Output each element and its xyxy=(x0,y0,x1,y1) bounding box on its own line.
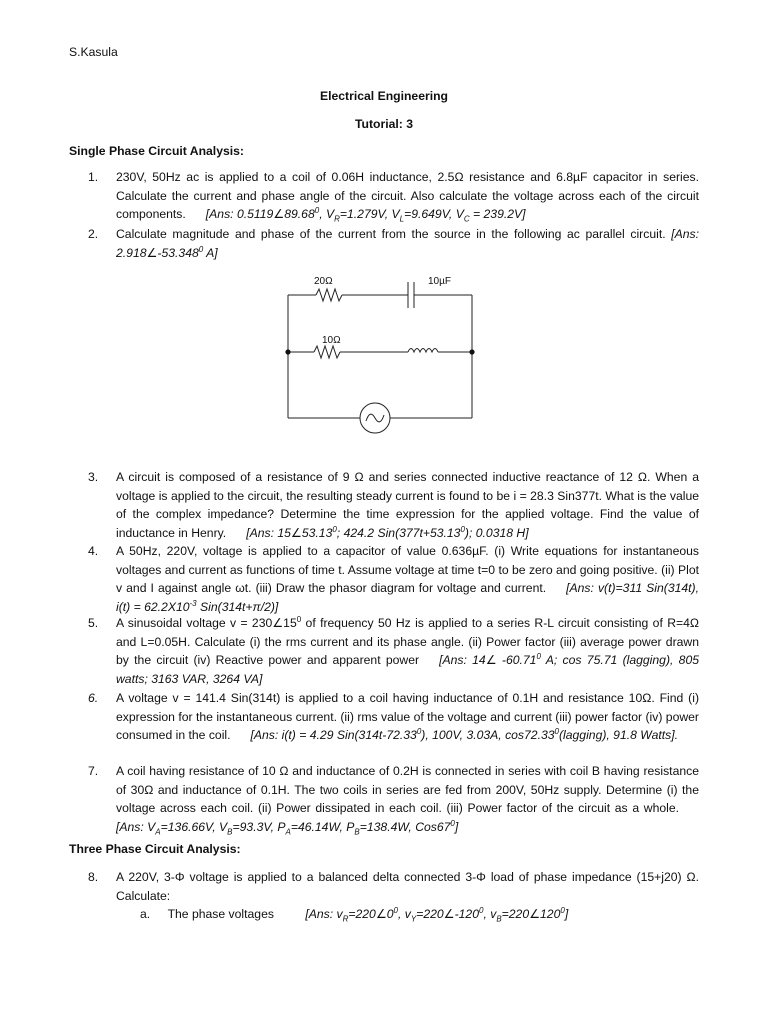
question-number: 1. xyxy=(88,170,99,184)
question-4 xyxy=(88,542,699,616)
question-3 xyxy=(88,468,699,542)
question-2 xyxy=(88,225,699,262)
answer: [Ans: 15∠53.13$^0$; 424.2 $Sin(377t+53.13^0)$; 0.0318 H] xyxy=(246,524,529,540)
tutorial-number: Tutorial: 3 xyxy=(354,117,413,131)
resistor-10-ohm xyxy=(314,346,340,358)
question-text: A voltage v = 141.4 Sin(314t) is applied to a coil having inductance of 0.1H and resistance 10Ω. Find (i) expression for the instantaneous current. (ii) rms value of the voltage and current (iii) power factor (iv) power consumed in the coil. xyxy=(116,691,699,743)
question-number: 8. xyxy=(88,870,99,884)
question-number: 5. xyxy=(88,616,99,630)
question-number: 6. xyxy=(88,691,99,705)
answer: [Ans: 2.918∠-53.348$^0$ A] xyxy=(116,227,699,260)
answer: [Ans: 14∠ -60.71$^0$ A; cos 75.71 (lagging), 805 watts; 3163 VAR, 3264 VA] xyxy=(116,652,700,686)
answer: [Ans: 0.5119∠89.68$^0$, $V_R=1.279V$, $V_L=9.649V$, $V_C = 239.2V$] xyxy=(205,206,526,224)
question-text: 230V, 50Hz ac is applied to a coil of 0.06H inductance, 2.5Ω resistance and 6.8µF capacitor in series. Calculate the current and phase angle of the circuit. Also calculate the voltage across each of the circuit components. xyxy=(116,170,699,222)
question-text: A 220V, 3-Φ voltage is applied to a balanced delta connected 3-Φ load of phase impedance (15+j20) Ω. Calculate: xyxy=(116,870,699,903)
question-number: 7. xyxy=(88,764,99,778)
author-name: S.Kasula xyxy=(69,45,118,59)
r2-label: 10Ω xyxy=(322,335,341,346)
junction-right xyxy=(469,349,474,354)
r1-label: 20Ω xyxy=(314,276,333,287)
question-text: A coil having resistance of 10 Ω and inductance of 0.2H is connected in series with coil B having resistance of 30Ω and inductance of 0.1H. The two coils in series are fed from 200V, 50Hz supply. Determine (i) the voltage across each coil. (ii) Power dissipated in each coil. (iii) Power factor of the circuit as a whole. xyxy=(116,764,699,816)
question-1 xyxy=(88,168,699,224)
section-heading-three-phase: Three Phase Circuit Analysis: xyxy=(69,842,241,856)
question-text: A 50Hz, 220V, voltage is applied to a capacitor of value 0.636µF. (i) Write equations for instantaneous voltages and current as functions of time t. Assume voltage at time t=0 to be zero and going positive. (ii) Plot v and I against angle ωt. (iii) Draw the phasor diagram for voltage and current. xyxy=(116,544,699,596)
question-8a xyxy=(140,905,568,924)
question-text: Calculate magnitude and phase of the current from the source in the following ac parallel circuit. xyxy=(116,227,666,241)
question-number: 4. xyxy=(88,544,99,558)
section-heading-single-phase: Single Phase Circuit Analysis: xyxy=(69,144,244,158)
question-8 xyxy=(88,868,699,905)
capacitor-label: 10µF xyxy=(428,276,451,287)
parallel-ac-circuit-diagram xyxy=(280,268,480,438)
question-5 xyxy=(88,614,699,688)
document-title: Electrical Engineering xyxy=(319,89,448,103)
sub-question-label: a. xyxy=(140,907,151,921)
question-number: 3. xyxy=(88,470,99,484)
question-6 xyxy=(88,689,699,745)
junction-left xyxy=(285,349,290,354)
answer: [Ans: i(t) = 4.29 Sin(314t-72.33$^0$), 100V, 3.03A, cos72.33$^0$(lagging), 91.8 Watts]. xyxy=(250,727,678,743)
answer: [Ans: v(t)=311 Sin(314t), $i(t) = 62.2X10^{-3}$ Sin(314t+π/2)] xyxy=(116,581,699,614)
question-number: 2. xyxy=(88,227,99,241)
question-7 xyxy=(88,762,699,836)
resistor-20-ohm xyxy=(316,289,342,301)
inductor-coil xyxy=(408,349,438,353)
question-text: A sinusoidal voltage $v = 230\angle 15^0$ of frequency 50 Hz is applied to a series R-L circuit consisting of R=4Ω and L=0.05H. Calculate (i) the rms current and its phase angle. (ii) Power factor (iii) average power drawn by the circuit (iv) Reactive power and apparent power xyxy=(116,614,700,668)
question-text: A circuit is composed of a resistance of 9 Ω and series connected inductive reactance of 12 Ω. When a voltage is applied to the circuit, the resulting steady current is found to be i = 28.3 Sin377t. What is the value of the complex impedance? Determine the time expression for the applied voltage. Find the value of inductance in Henry. xyxy=(116,470,699,540)
answer: [Ans: $V_A=136.66V$, $V_B=93.3V$, $P_A=46.14W$, $P_B=138.4W$, $Cos67^0$] xyxy=(116,818,459,837)
sub-question-text: The phase voltages xyxy=(167,907,274,921)
answer: [Ans: $v_R=220\angle 0^0$, $v_Y=220\angle-120^0$, $v_B=220\angle 120^0$] xyxy=(305,905,569,924)
